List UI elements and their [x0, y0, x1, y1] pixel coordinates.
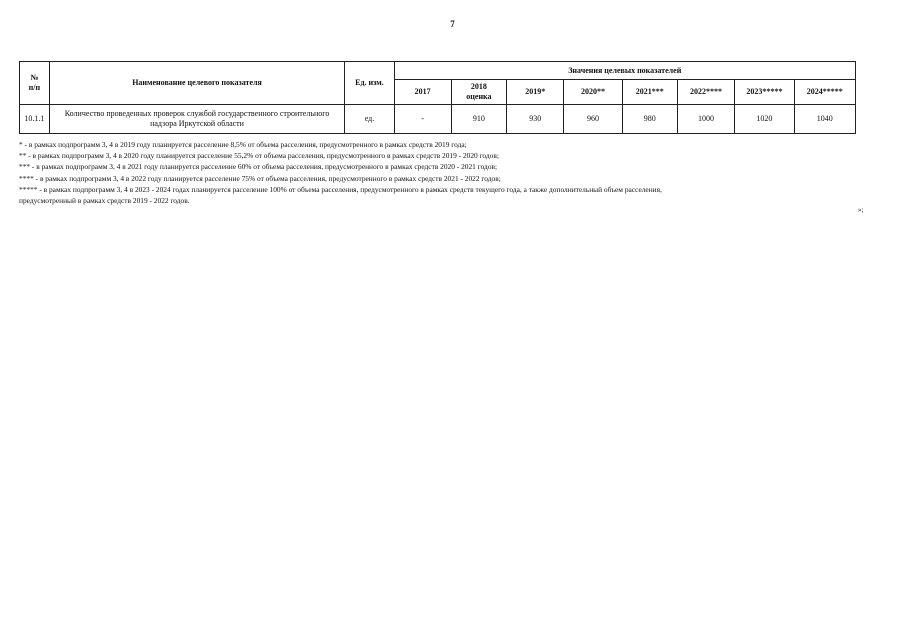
closing-quote-mark: »; [858, 206, 864, 214]
row-value: 960 [564, 105, 622, 134]
header-values-group: Значения целевых показателей [394, 62, 856, 80]
header-year: 2017 [394, 80, 451, 105]
footnotes [19, 139, 869, 206]
footnote: *** - в рамках подпрограмм 3, 4 в 2021 году планируется расселение 60% от объема расселения, предусмотренного в рамках средств 2020 - 2021 годов; [19, 162, 498, 172]
header-number [20, 62, 50, 105]
footnote-continuation: предусмотренный в рамках средств 2019 - 2022 годов. [19, 196, 190, 206]
row-value: 930 [507, 105, 564, 134]
row-number: 10.1.1 [20, 105, 50, 134]
row-value: 1000 [677, 105, 734, 134]
header-number-symbol: № п/п [28, 73, 41, 92]
header-year: 2024***** [794, 80, 855, 105]
header-year: 2019* [507, 80, 564, 105]
footnote: ** - в рамках подпрограмм 3, 4 в 2020 году планируется расселение 55,2% от объема расселения, предусмотренного в рамках средств 2019 - 2020 годов; [19, 151, 499, 161]
row-unit: ед. [345, 105, 394, 134]
row-value: 1040 [794, 105, 855, 134]
row-value: 980 [622, 105, 677, 134]
header-unit: Ед. изм. [345, 62, 394, 105]
table-row [20, 105, 856, 134]
row-indicator-name: Количество проведенных проверок службой государственного строительного надзора Иркутской области [49, 105, 345, 134]
footnote: ***** - в рамках подпрограмм 3, 4 в 2023 - 2024 годах планируется расселение 100% от объема расселения, предусмотренного в рамках средств текущего года, а также дополнительный объем расселения, [19, 184, 662, 194]
header-year: 2021*** [622, 80, 677, 105]
header-year: 2020** [564, 80, 622, 105]
header-year: 2022**** [677, 80, 734, 105]
row-value: 1020 [735, 105, 794, 134]
header-year: 2018 оценка [451, 80, 506, 105]
page-number: 7 [450, 19, 455, 29]
row-value: 910 [451, 105, 506, 134]
target-indicators-table [19, 61, 856, 134]
header-indicator-name: Наименование целевого показателя [49, 62, 345, 105]
header-year: 2023***** [735, 80, 794, 105]
table-header-row [20, 62, 856, 80]
footnote: * - в рамках подпрограмм 3, 4 в 2019 году планируется расселение 8,5% от объема расселения, предусмотренного в рамках средств 2019 года; [19, 140, 467, 149]
row-value: - [394, 105, 451, 134]
footnote: **** - в рамках подпрограмм 3, 4 в 2022 году планируется расселение 75% от объема расселения, предусмотренного в рамках средств 2021 - 2022 годов; [19, 173, 501, 183]
